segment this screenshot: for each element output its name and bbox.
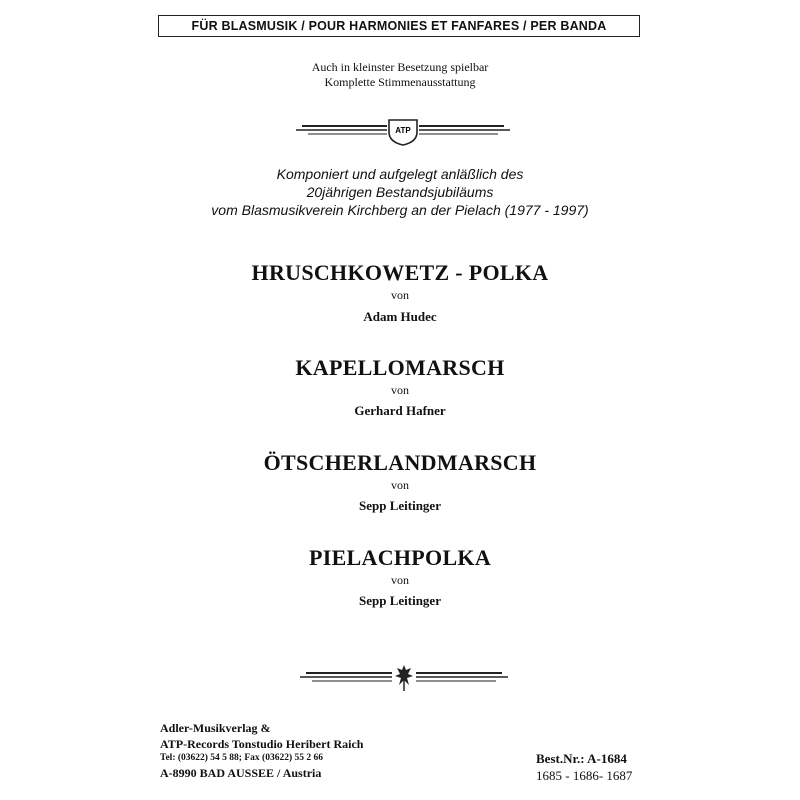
publisher-contact: Tel: (03622) 54 5 88; Fax (03622) 55 2 66 (160, 753, 323, 763)
atp-logo-ornament (296, 117, 510, 147)
order-number: Best.Nr.: A-1684 (536, 751, 627, 766)
piece-1-by: von (391, 288, 409, 302)
piece-4-composer: Sepp Leitinger (359, 593, 441, 608)
playability-note: Auch in kleinster Besetzung spielbar (311, 60, 489, 74)
piece-3-composer: Sepp Leitinger (359, 498, 441, 513)
publisher-block (160, 720, 363, 781)
related-order-numbers: 1685 - 1686- 1687 (536, 768, 633, 783)
parts-note: Komplette Stimmenausstattung (324, 75, 476, 89)
piece-2-by: von (391, 383, 409, 397)
publisher-address: A-8990 BAD AUSSEE / Austria (160, 766, 322, 780)
atp-logo-text: ATP (395, 126, 411, 135)
piece-1-composer: Adam Hudec (363, 309, 437, 324)
piece-3-title: ÖTSCHERLANDMARSCH (263, 450, 537, 475)
piece-3-by: von (391, 478, 409, 492)
piece-1-title: HRUSCHKOWETZ - POLKA (251, 260, 549, 285)
piece-4-by: von (391, 573, 409, 587)
dedication-line-2: 20jährigen Bestandsjubiläums (306, 184, 494, 200)
piece-2-title: KAPELLOMARSCH (295, 355, 505, 380)
piece-2-composer: Gerhard Hafner (354, 403, 446, 418)
eagle-emblem-ornament (300, 663, 508, 693)
dedication-line-1: Komponiert und aufgelegt anläßlich des (276, 166, 524, 182)
order-number-block (536, 750, 632, 784)
piece-4-title: PIELACHPOLKA (308, 545, 492, 570)
header-banner: FÜR BLASMUSIK / POUR HARMONIES ET FANFARES / PER BANDA (158, 15, 640, 37)
dedication-line-3: vom Blasmusikverein Kirchberg an der Pielach (1977 - 1997) (211, 202, 589, 218)
publisher-name-1: Adler-Musikverlag & (160, 721, 271, 735)
publisher-name-2: ATP-Records Tonstudio Heribert Raich (160, 737, 364, 751)
